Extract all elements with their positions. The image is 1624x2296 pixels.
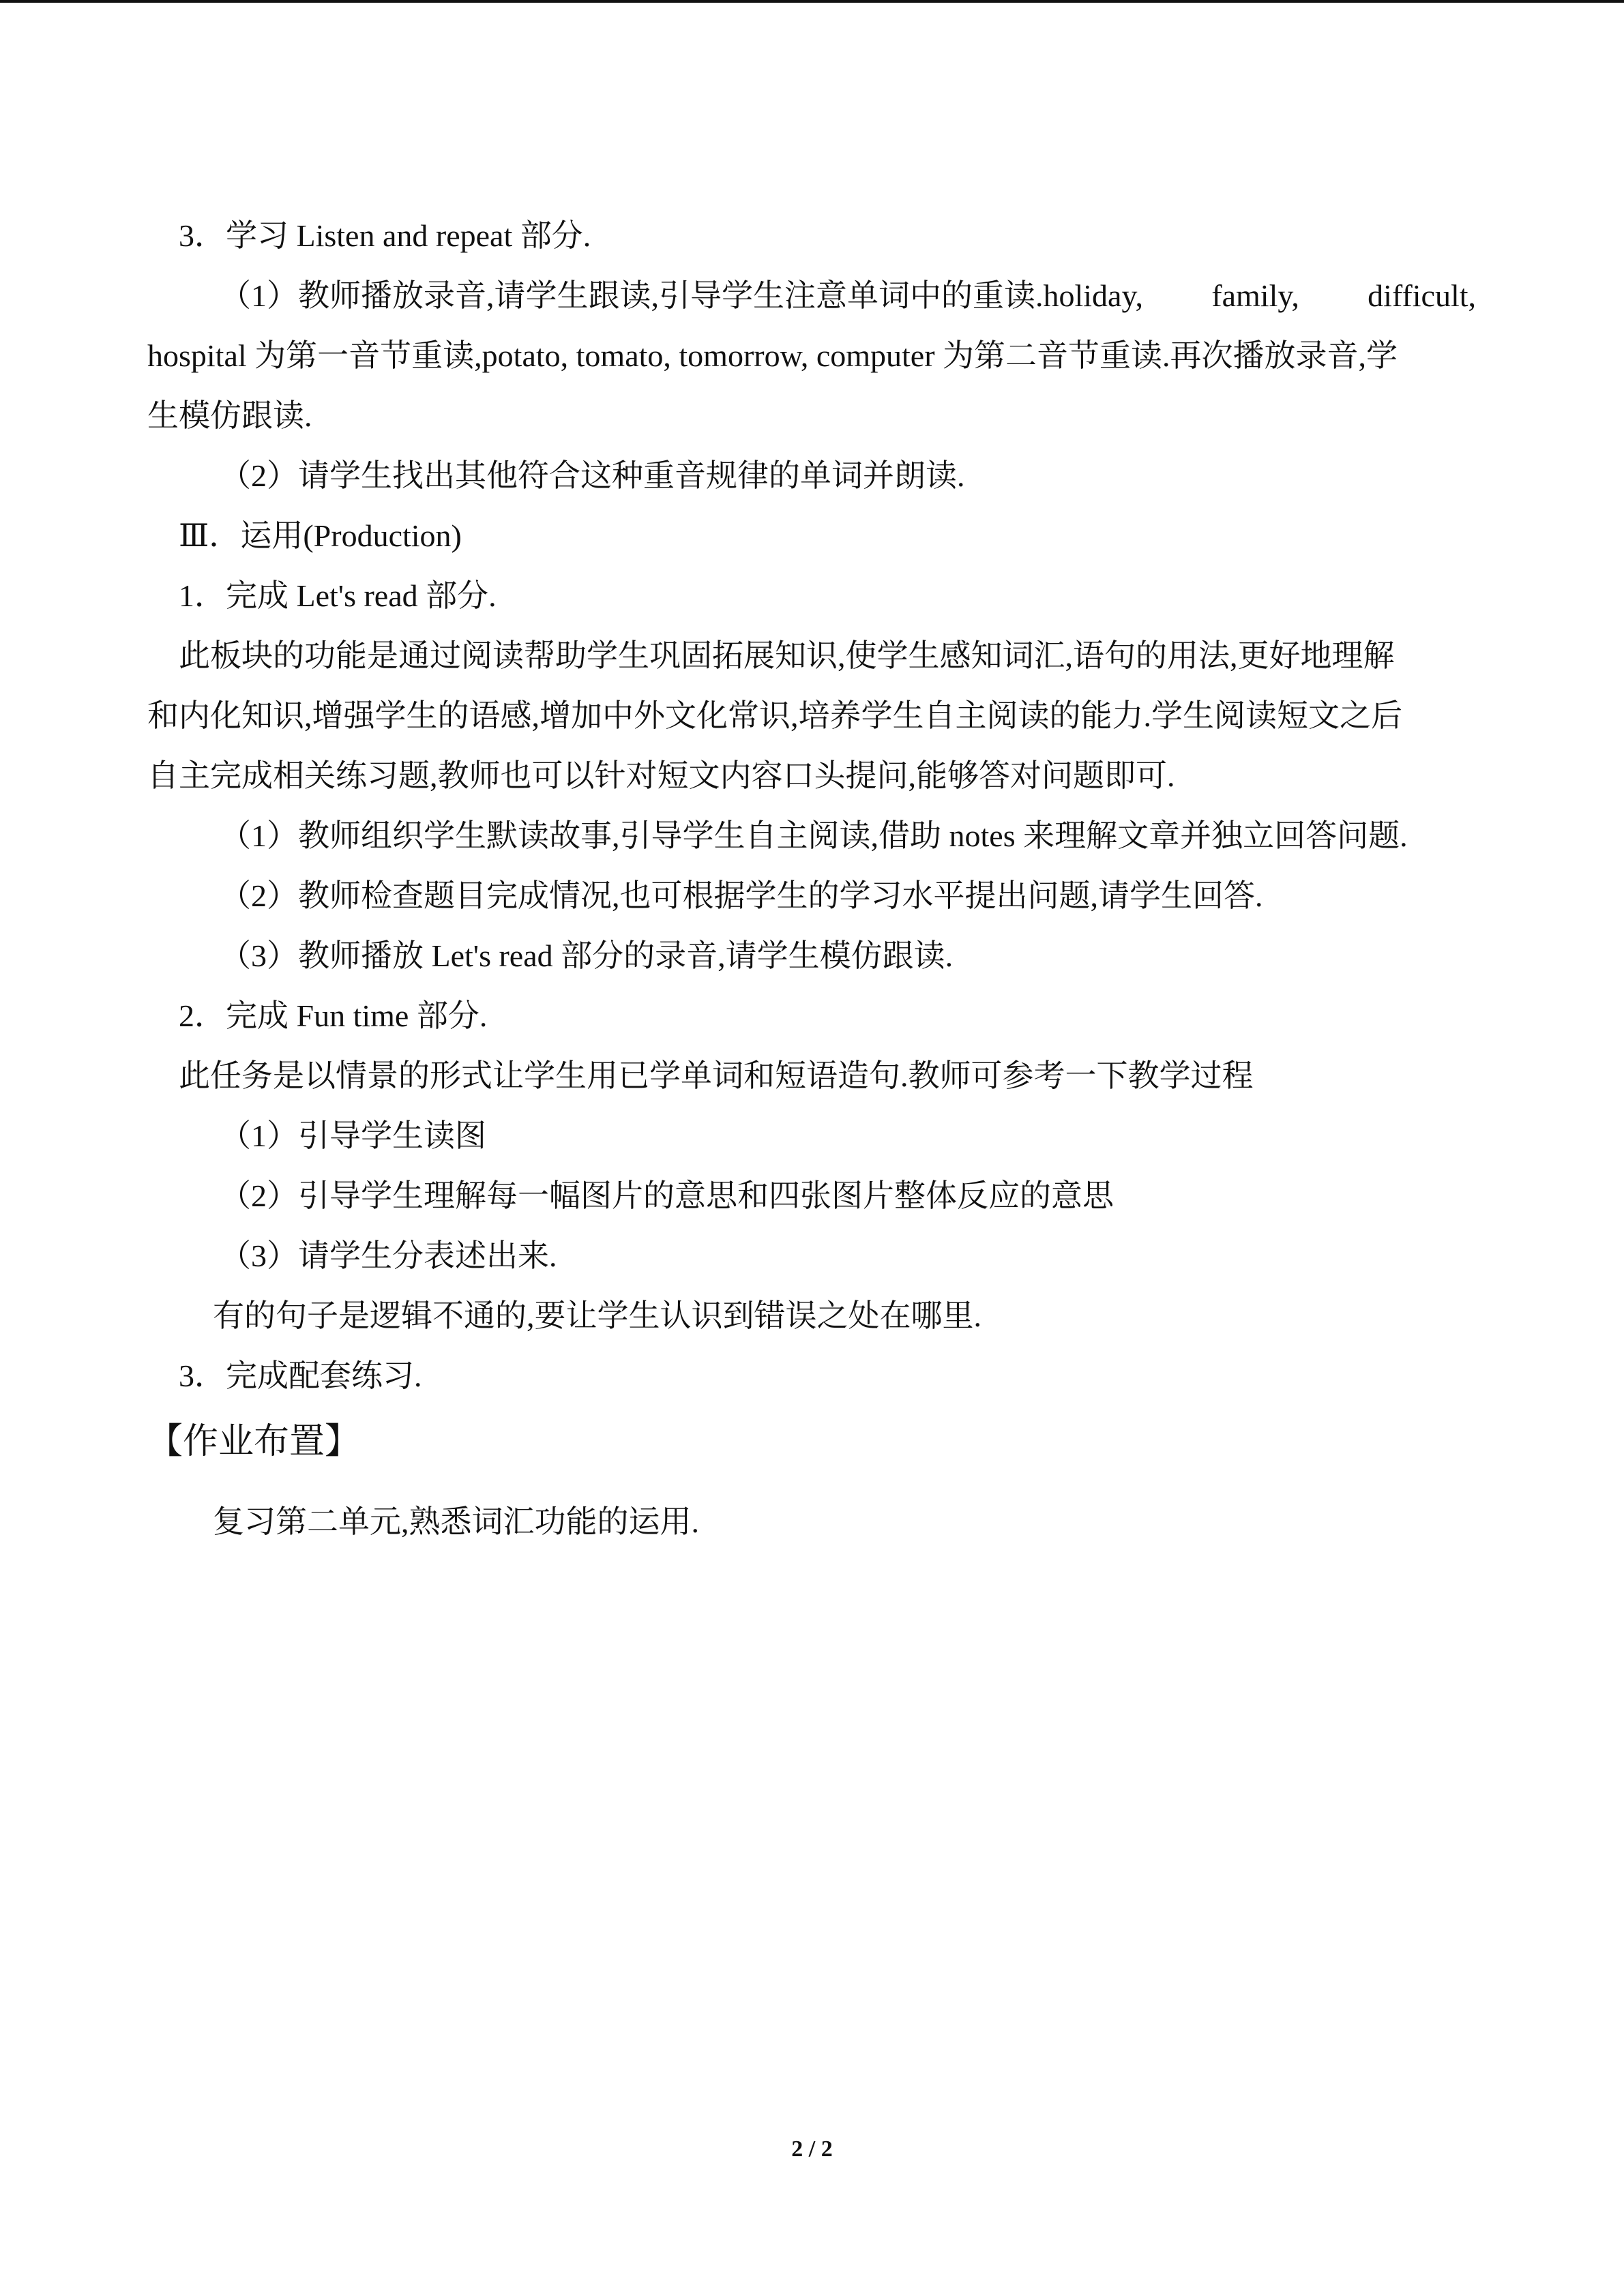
text-line-express: （3）请学生分表述出来.	[220, 1238, 557, 1273]
text-line-lets-read: 1．完成 Let's read 部分.	[179, 578, 497, 613]
text-line-exercises: 3．完成配套练习.	[179, 1358, 422, 1393]
paragraph-line-3: 自主完成相关练习题,教师也可以针对短文内容口头提问,能够答对问题即可.	[147, 758, 1175, 793]
text-line-fun-time: 2．完成 Fun time 部分.	[179, 998, 488, 1033]
text-line-read-pictures: （1）引导学生读图	[220, 1118, 486, 1153]
text-line-stress-words: hospital 为第一音节重读,potato, tomato, tomorrow, computer 为第二音节重读.再次播放录音,学	[147, 338, 1398, 373]
text-line-check-answers: （2）教师检查题目完成情况,也可根据学生的学习水平提出问题,请学生回答.	[220, 878, 1263, 913]
text-segment-3: difficult,	[1368, 278, 1476, 313]
text-line-imitate-reading: 生模仿跟读.	[147, 398, 312, 433]
homework-heading: 【作业布置】	[147, 1421, 361, 1462]
text-line-silent-reading: （1）教师组织学生默读故事,引导学生自主阅读,借助 notes 来理解文章并独立回答问题.	[220, 818, 1408, 853]
homework-text: 复习第二单元,熟悉词汇功能的运用.	[213, 1504, 699, 1539]
text-line-find-words: （2）请学生找出其他符合这种重音规律的单词并朗读.	[220, 458, 965, 493]
section-heading-production: Ⅲ．运用(Production)	[179, 518, 462, 553]
text-segment-2: family,	[1211, 278, 1299, 313]
text-line-understand-pictures: （2）引导学生理解每一幅图片的意思和四张图片整体反应的意思	[220, 1178, 1114, 1213]
paragraph-line-2: 和内化知识,增强学生的语感,增加中外文化常识,培养学生自主阅读的能力.学生阅读短文之后	[147, 698, 1402, 733]
text-line-task-description: 此任务是以情景的形式让学生用已学单词和短语造句.教师可参考一下教学过程	[179, 1058, 1254, 1093]
paragraph-line-1: 此板块的功能是通过阅读帮助学生巩固拓展知识,使学生感知词汇,语句的用法,更好地理解	[179, 638, 1395, 673]
page-number: 2 / 2	[791, 2136, 833, 2162]
text-line-play-recording: （3）教师播放 Let's read 部分的录音,请学生模仿跟读.	[220, 938, 954, 973]
text-line-listen-repeat: 3．学习 Listen and repeat 部分.	[179, 218, 591, 253]
text-line-logic-error: 有的句子是逻辑不通的,要让学生认识到错误之处在哪里.	[213, 1298, 981, 1333]
text-line-justified	[220, 277, 1476, 315]
text-segment-1: （1）教师播放录音,请学生跟读,引导学生注意单词中的重读.holiday,	[220, 278, 1143, 313]
